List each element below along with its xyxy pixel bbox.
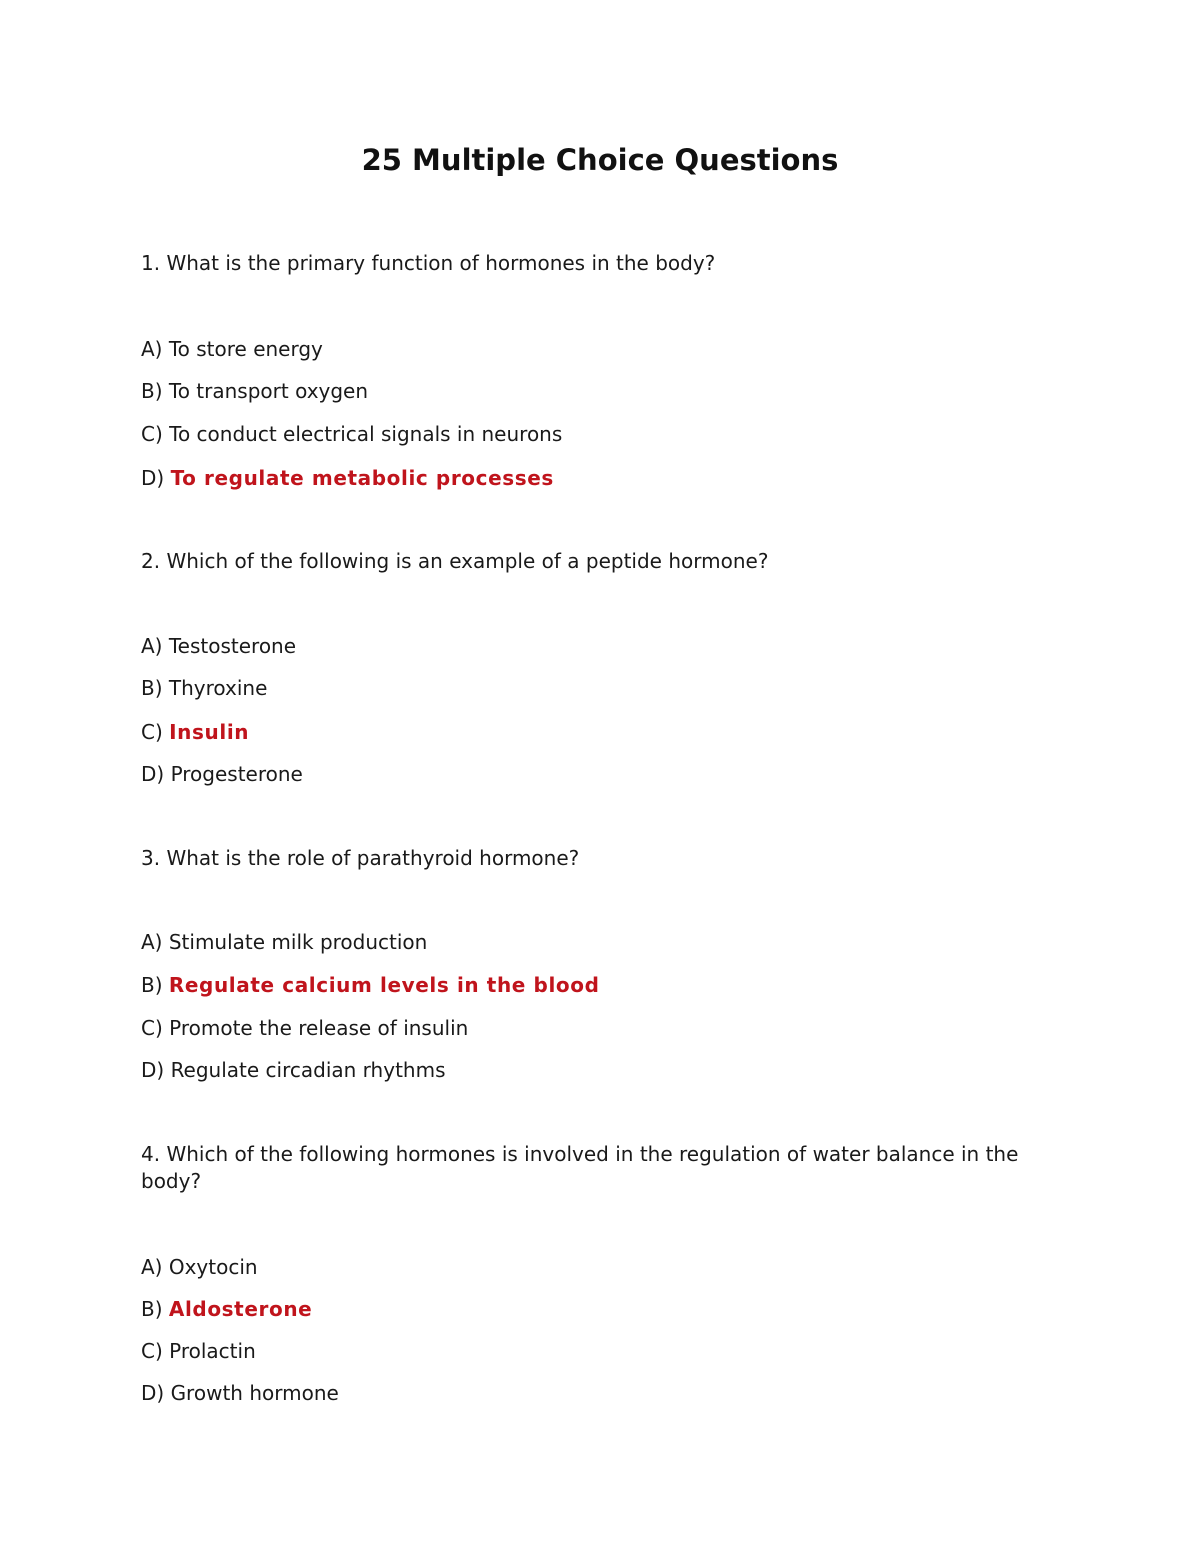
option-text: To store energy: [168, 337, 323, 361]
option-letter: B): [141, 1297, 163, 1321]
option-letter: A): [141, 1255, 163, 1279]
question-3: [141, 845, 1061, 872]
option-letter: A): [141, 930, 163, 954]
option-3a: [141, 929, 1061, 956]
question-number: 4.: [141, 1142, 161, 1166]
option-letter: B): [141, 676, 163, 700]
option-1a: [141, 336, 1061, 363]
option-1b: [141, 378, 1061, 405]
option-3d: [141, 1057, 1061, 1084]
option-text: To transport oxygen: [168, 379, 369, 403]
option-letter: D): [141, 762, 165, 786]
question-number: 1.: [141, 251, 161, 275]
question-2: [141, 548, 1061, 575]
option-letter: B): [141, 973, 163, 997]
page-title: 25 Multiple Choice Questions: [361, 143, 839, 177]
option-letter: C): [141, 720, 163, 744]
option-letter: C): [141, 1339, 163, 1363]
correct-answer-text: Aldosterone: [168, 1297, 313, 1321]
option-4b: [141, 1296, 1061, 1323]
question-1: [141, 250, 1061, 277]
option-4c: [141, 1338, 1061, 1365]
option-3c: [141, 1015, 1061, 1042]
option-text: To conduct electrical signals in neurons: [169, 422, 563, 446]
option-text: Regulate circadian rhythms: [170, 1058, 446, 1082]
question-number: 3.: [141, 846, 161, 870]
option-letter: B): [141, 379, 163, 403]
question-text: What is the role of parathyroid hormone?: [166, 846, 580, 870]
option-letter: D): [141, 1381, 165, 1405]
option-letter: A): [141, 337, 163, 361]
option-1d: [141, 465, 1061, 492]
option-text: Thyroxine: [168, 676, 268, 700]
option-2c: [141, 719, 1061, 746]
option-text: Oxytocin: [168, 1255, 258, 1279]
option-letter: C): [141, 1016, 163, 1040]
option-letter: A): [141, 634, 163, 658]
option-text: Testosterone: [168, 634, 297, 658]
option-letter: D): [141, 466, 165, 490]
correct-answer-text: Regulate calcium levels in the blood: [168, 973, 600, 997]
option-letter: C): [141, 422, 163, 446]
option-3b: [141, 972, 1061, 999]
option-letter: D): [141, 1058, 165, 1082]
correct-answer-text: To regulate metabolic processes: [170, 466, 554, 490]
question-4: [141, 1141, 1061, 1195]
option-text: Progesterone: [170, 762, 303, 786]
option-text: Growth hormone: [170, 1381, 339, 1405]
option-2d: [141, 761, 1061, 788]
option-text: Stimulate milk production: [168, 930, 428, 954]
option-4a: [141, 1254, 1061, 1281]
option-2a: [141, 633, 1061, 660]
question-number: 2.: [141, 549, 161, 573]
question-text: What is the primary function of hormones in the body?: [166, 251, 716, 275]
option-1c: [141, 421, 1061, 448]
question-text: Which of the following is an example of a peptide hormone?: [166, 549, 769, 573]
option-2b: [141, 675, 1061, 702]
correct-answer-text: Insulin: [169, 720, 250, 744]
option-4d: [141, 1380, 1061, 1407]
option-text: Promote the release of insulin: [169, 1016, 469, 1040]
question-text: Which of the following hormones is involved in the regulation of water balance in the body?: [141, 1142, 1019, 1193]
option-text: Prolactin: [169, 1339, 256, 1363]
